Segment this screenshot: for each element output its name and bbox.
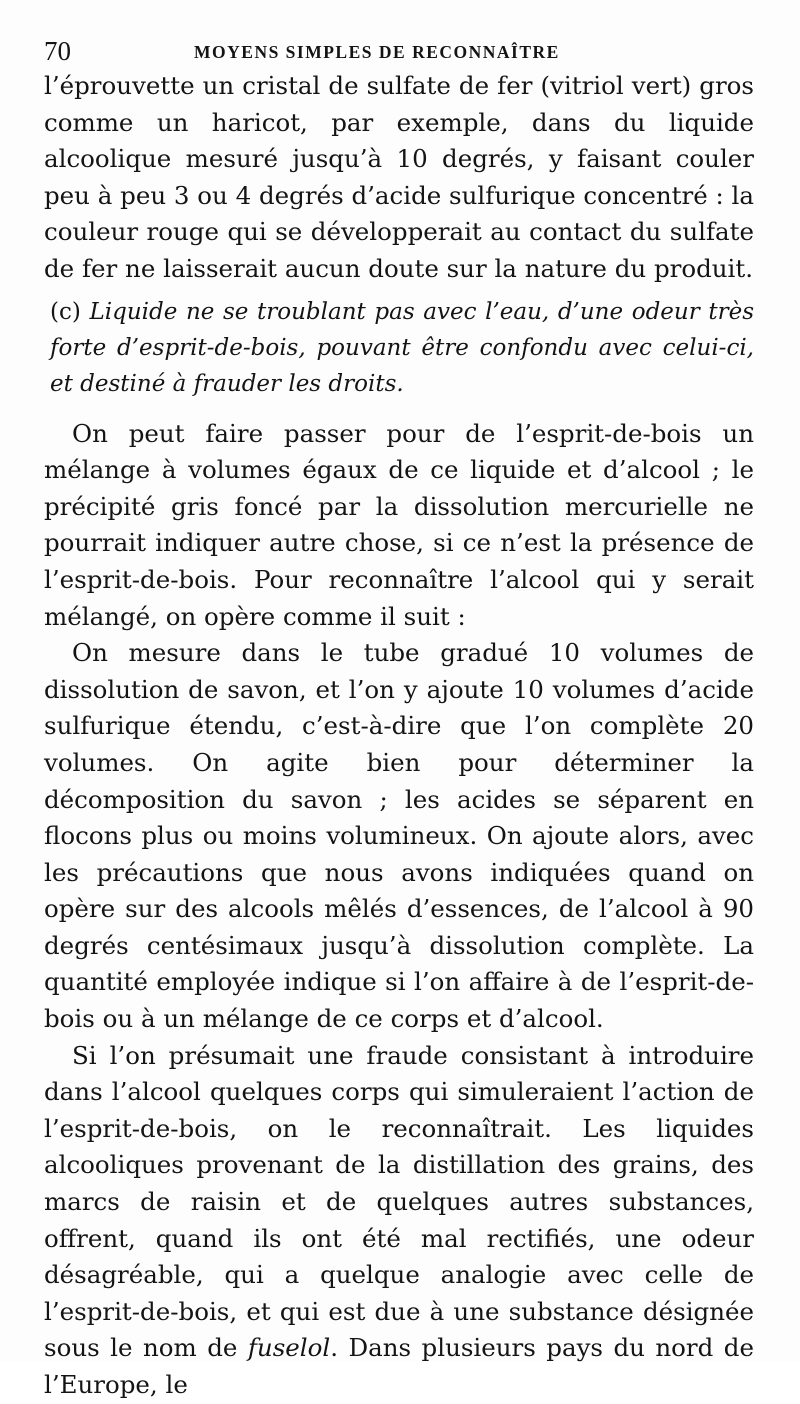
paragraph-3: On mesure dans le tube gradué 10 volumes de dissolution de savon, et l’on y ajoute 10 volumes d’acide sulfurique étendu, c’est-à-dire que l’on complète 20 volumes. On agite bien pour déterminer la décomposition du savon ; les acides se séparent en flocons plus ou moins volumineux. On ajoute alors, avec les précautions que nous avons indiquées quand on opère sur des alcools mêlés d’essences, de l’alcool à 90 degrés centésimaux jusqu’à dissolution complète. La quantité employée indique si l’on affaire à de l’esprit-de-bois ou à un mélange de ce corps et d’alcool.	[44, 638, 754, 1034]
note-c	[44, 294, 754, 402]
page-number: 70	[44, 36, 71, 66]
note-marker: (c)	[50, 298, 81, 325]
note-text: Liquide ne se troublant pas avec l’eau, d’une odeur très forte d’esprit-de-bois, pouvant être confondu avec celui-ci, et destiné à frauder les droits.	[50, 298, 754, 397]
running-title: MOYENS SIMPLES DE RECONNAÎTRE	[194, 42, 560, 62]
paragraph-continued: l’éprouvette un cristal de sulfate de fer (vitriol vert) gros comme un haricot, par exemple, dans du liquide alcoolique mesuré jusqu’à 10 degrés, y faisant couler peu à peu 3 ou 4 degrés d’acide sulfurique concentré : la couleur rouge qui se développerait au contact du sulfate de fer ne laisserait aucun doute sur la nature du produit.	[44, 71, 754, 283]
running-head	[44, 28, 754, 68]
paragraph-4-text: Si l’on présumait une fraude consistant à introduire dans l’alcool quelques corps qui simuleraient l’action de l’esprit-de-bois, on le reconnaîtrait. Les liquides alcooliques provenant de la distillation des grains, des marcs de raisin et de quelques autres substances, offrent, quand ils ont été mal rectifiés, une odeur désagréable, qui a quelque analogie avec celle de l’esprit-de-bois, et qui est due à une substance désignée sous le nom de	[44, 1040, 754, 1363]
paragraph-4	[44, 1038, 754, 1404]
paragraph-4-end: . Dans plusieurs pays du nord de l’Europe, le	[44, 1333, 754, 1399]
paragraph-2: On peut faire passer pour de l’esprit-de-bois un mélange à volumes égaux de ce liquide et d’alcool ; le précipité gris foncé par la dissolution mercurielle ne pourrait indiquer autre chose, si ce n’est la présence de l’esprit-de-bois. Pour reconnaître l’alcool qui y serait mélangé, on opère comme il suit :	[44, 418, 754, 631]
term-fuselol: fuselol	[247, 1333, 331, 1363]
